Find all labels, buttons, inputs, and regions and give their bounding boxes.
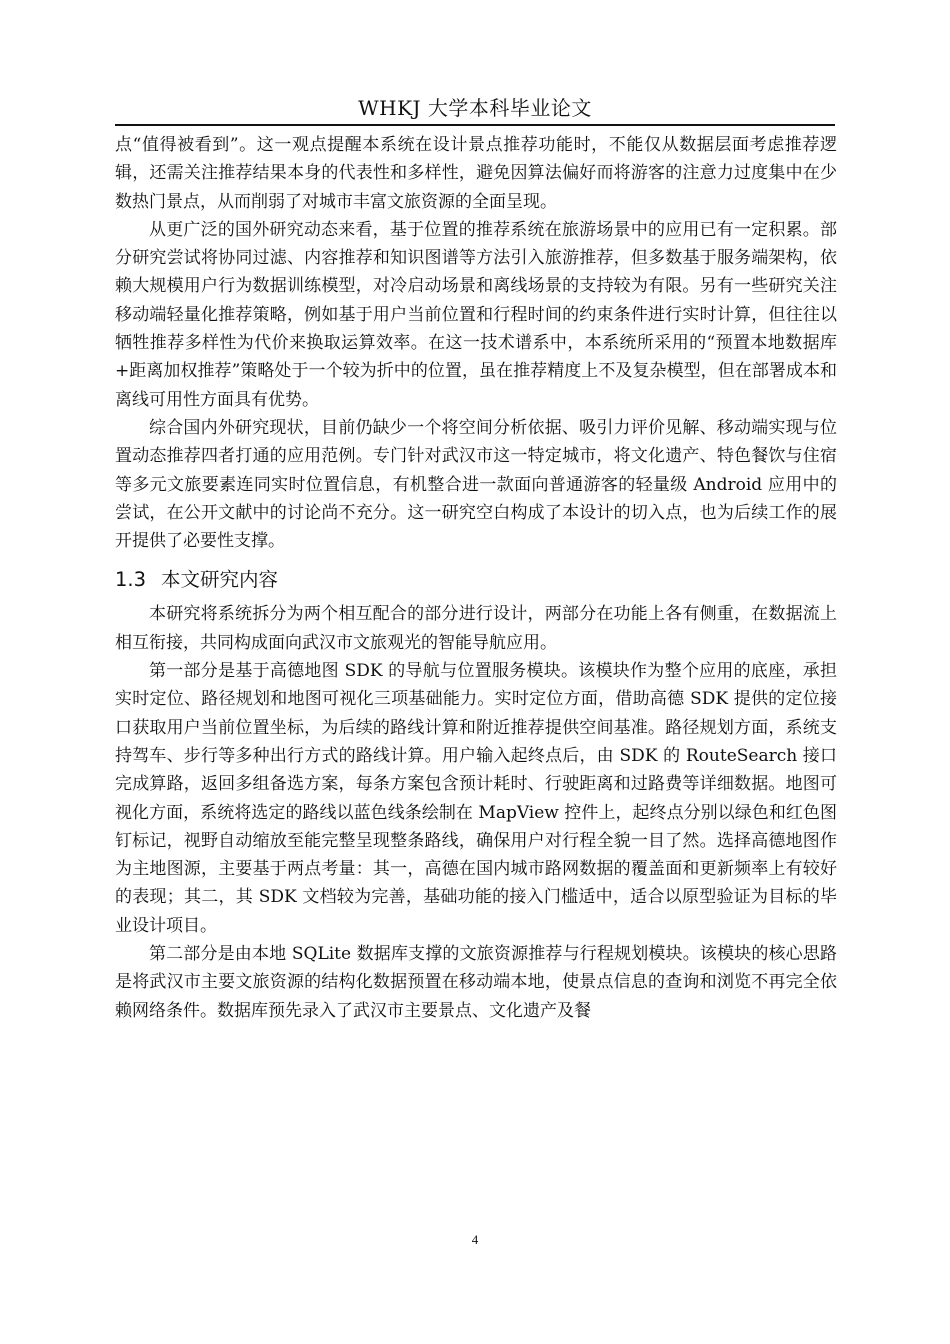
paragraph-recommendation-module: 第二部分是由本地 SQLite 数据库支撑的文旅资源推荐与行程规划模块。该模块的核心思路是将武汉市主要文旅资源的结构化数据预置在移动端本地，使景点信息的查询和浏览不再完全依赖网络条件。数据库预先录入了武汉市主要景点、文化遗产及餐 bbox=[115, 944, 837, 1021]
paragraph-continued: 点“值得被看到”。这一观点提醒本系统在设计景点推荐功能时，不能仅从数据层面考虑推荐逻辑，还需关注推荐结果本身的代表性和多样性，避免因算法偏好而将游客的注意力过度集中在少数热门景点，从而削弱了对城市丰富文旅资源的全面呈现。 bbox=[115, 135, 837, 212]
section-number: 1.3 bbox=[115, 568, 147, 592]
section-title: 本文研究内容 bbox=[161, 568, 279, 592]
page-header-title: WHKJ 大学本科毕业论文 bbox=[358, 96, 592, 120]
page-number: 4 bbox=[471, 1232, 479, 1247]
paragraph-navigation-module: 第一部分是基于高德地图 SDK 的导航与位置服务模块。该模块作为整个应用的底座，承担实时定位、路径规划和地图可视化三项基础能力。实时定位方面，借助高德 SDK 提供的定位接口获取用户当前位置坐标，为后续的路线计算和附近推荐提供空间基准。路径规划方面，系统支持驾车、步行等多种出行方式的路线计算。用户输入起终点后，由 SDK 的 RouteSearch 接口完成算路，返回多组备选方案，每条方案包含预计耗时、行驶距离和过路费等详细数据。地图可视化方面，系统将选定的路线以蓝色线条绘制在 MapView 控件上，起终点分别以绿色和红色图钉标记，视野自动缩放至能完整呈现整条路线，确保用户对行程全貌一目了然。选择高德地图作为主地图源，主要基于两点考量：其一，高德在国内城市路网数据的覆盖面和更新频率上有较好的表现；其二，其 SDK 文档较为完善，基础功能的接入门槛适中，适合以原型验证为目标的毕业设计项目。 bbox=[115, 661, 837, 936]
paragraph-system-overview: 本研究将系统拆分为两个相互配合的部分进行设计，两部分在功能上各有侧重，在数据流上相互衔接，共同构成面向武汉市文旅观光的智能导航应用。 bbox=[115, 604, 837, 653]
section-heading bbox=[115, 566, 837, 594]
paragraph-foreign-research: 从更广泛的国外研究动态来看，基于位置的推荐系统在旅游场景中的应用已有一定积累。部分研究尝试将协同过滤、内容推荐和知识图谱等方法引入旅游推荐，但多数基于服务端架构，依赖大规模用户行为数据训练模型，对冷启动场景和离线场景的支持较为有限。另有一些研究关注移动端轻量化推荐策略，例如基于用户当前位置和行程时间的约束条件进行实时计算，但往往以牺牲推荐多样性为代价来换取运算效率。在这一技术谱系中，本系统所采用的“预置本地数据库+距离加权推荐”策略处于一个较为折中的位置，虽在推荐精度上不及复杂模型，但在部署成本和离线可用性方面具有优势。 bbox=[115, 219, 837, 410]
page-body bbox=[115, 131, 837, 1025]
paragraph-research-summary: 综合国内外研究现状，目前仍缺少一个将空间分析依据、吸引力评价见解、移动端实现与位置动态推荐四者打通的应用范例。专门针对武汉市这一特定城市，将文化遗产、特色餐饮与住宿等多元文旅要素连同实时位置信息，有机整合进一款面向普通游客的轻量级 Android 应用中的尝试，在公开文献中的讨论尚不充分。这一研究空白构成了本设计的切入点，也为后续工作的展开提供了必要性支撑。 bbox=[115, 417, 837, 552]
header-divider bbox=[115, 124, 835, 126]
